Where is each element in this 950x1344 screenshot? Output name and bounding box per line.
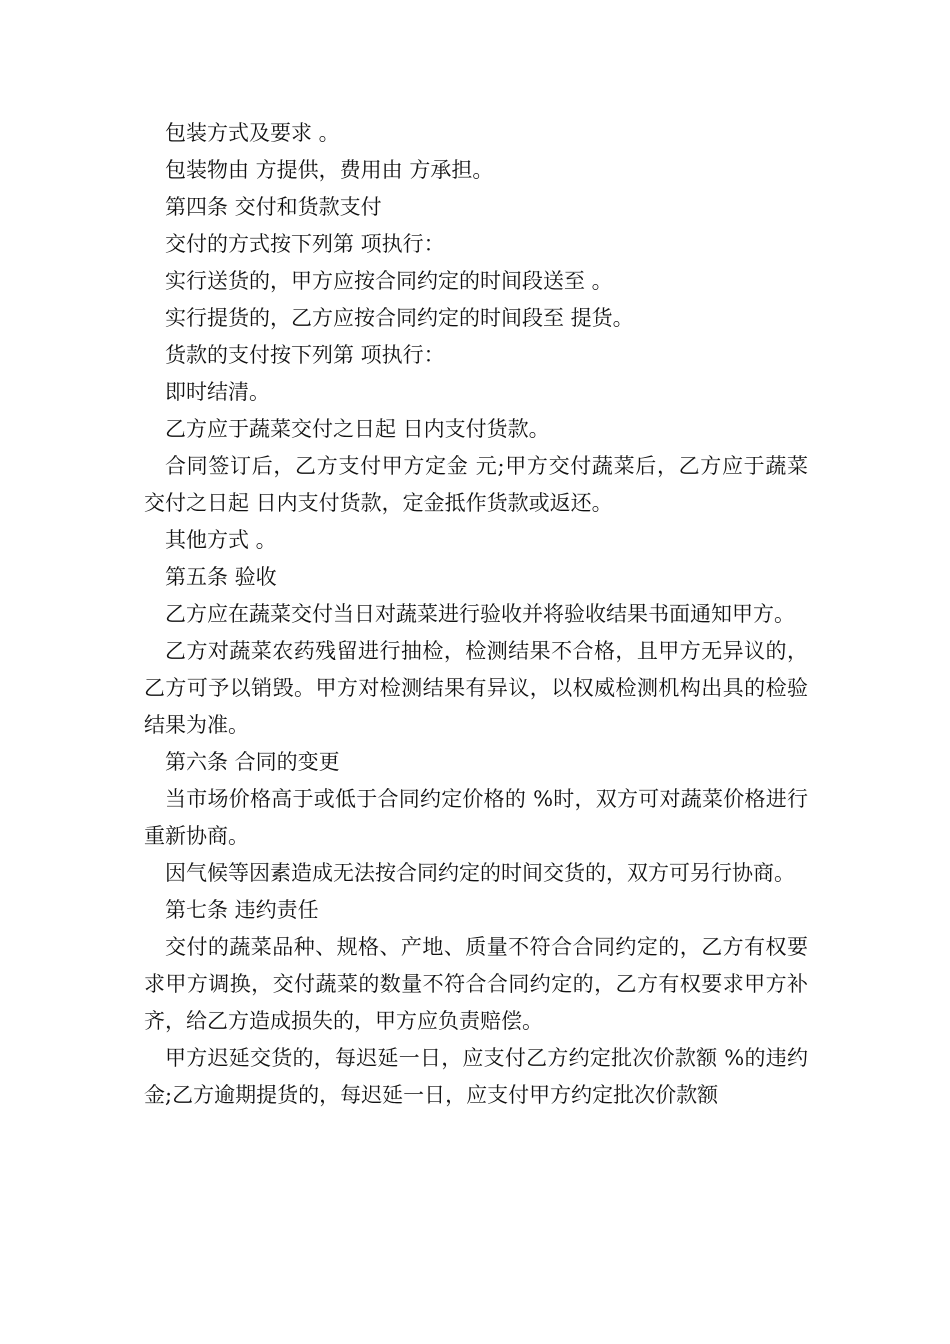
- section-heading-article-7: 第七条 违约责任: [165, 898, 319, 922]
- paragraph-payment-immediate: 即时结清。: [165, 380, 270, 404]
- paragraph-acceptance-notice: 乙方应在蔬菜交付当日对蔬菜进行验收并将验收结果书面通知甲方。: [165, 602, 795, 626]
- paragraph-weather-delay: 因气候等因素造成无法按合同约定的时间交货的，双方可另行协商。: [165, 861, 795, 885]
- section-heading-article-6: 第六条 合同的变更: [165, 750, 340, 774]
- paragraph-nonconforming-goods: 交付的蔬菜品种、规格、产地、质量不符合合同约定的，乙方有权要求甲方调换，交付蔬菜的数量不符合合同约定的，乙方有权要求甲方补齐，给乙方造成损失的，甲方应负责赔偿。: [144, 935, 808, 1033]
- paragraph-packaging-method: 包装方式及要求 。: [165, 121, 340, 145]
- paragraph-late-delivery-penalty: 甲方迟延交货的，每迟延一日，应支付乙方约定批次价款额 %的违约金;乙方逾期提货的，每迟延一日，应支付甲方约定批次价款额: [144, 1046, 808, 1107]
- paragraph-packaging-supplier: 包装物由 方提供，费用由 方承担。: [165, 158, 494, 182]
- paragraph-payment-method: 货款的支付按下列第 项执行：: [165, 343, 445, 367]
- document-body: [144, 115, 808, 1114]
- paragraph-pesticide-inspection: 乙方对蔬菜农药残留进行抽检，检测结果不合格，且甲方无异议的，乙方可予以销毁。甲方对检测结果有异议，以权威检测机构出具的检验结果为准。: [144, 639, 808, 737]
- paragraph-payment-days: 乙方应于蔬菜交付之日起 日内支付货款。: [165, 417, 550, 441]
- section-heading-article-4: 第四条 交付和货款支付: [165, 195, 382, 219]
- paragraph-price-renegotiation: 当市场价格高于或低于合同约定价格的 %时，双方可对蔬菜价格进行重新协商。: [144, 787, 808, 848]
- paragraph-delivery-method: 交付的方式按下列第 项执行：: [165, 232, 445, 256]
- paragraph-payment-other: 其他方式 。: [165, 528, 277, 552]
- section-heading-article-5: 第五条 验收: [165, 565, 277, 589]
- paragraph-pickup-option: 实行提货的，乙方应按合同约定的时间段至 提货。: [165, 306, 634, 330]
- paragraph-payment-deposit: 合同签订后，乙方支付甲方定金 元;甲方交付蔬菜后，乙方应于蔬菜交付之日起 日内支付货款，定金抵作货款或返还。: [144, 454, 808, 515]
- paragraph-delivery-option: 实行送货的，甲方应按合同约定的时间段送至 。: [165, 269, 613, 293]
